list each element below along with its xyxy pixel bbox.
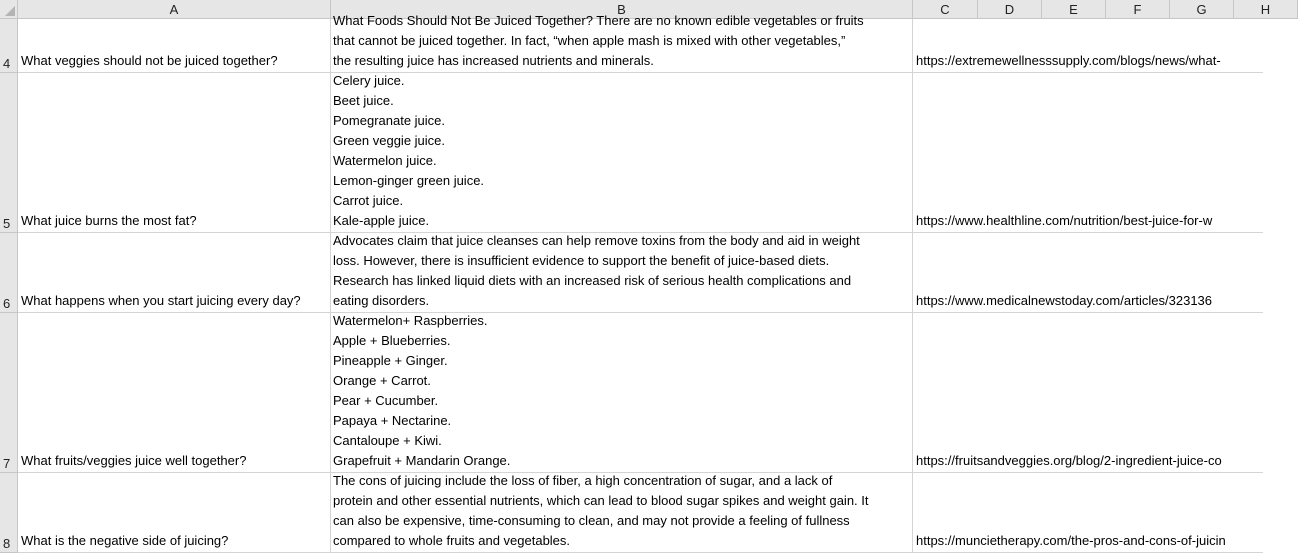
answer-line: eating disorders. <box>333 293 430 308</box>
row-header[interactable] <box>0 19 18 73</box>
answer-line: protein and other essential nutrients, which can lead to blood sugar spikes and weight gain. It <box>333 493 869 508</box>
select-all-corner[interactable] <box>0 0 18 19</box>
column-header-e[interactable]: E <box>1042 0 1106 19</box>
row-number: 6 <box>3 296 11 311</box>
cell-question[interactable] <box>18 313 331 473</box>
cell-answer[interactable] <box>331 73 913 233</box>
cell-source-url[interactable] <box>913 19 1263 73</box>
answer-line: Pear + Cucumber. <box>333 393 439 408</box>
answer-line: The cons of juicing include the loss of fiber, a high concentration of sugar, and a lack of <box>333 473 833 488</box>
cell-question[interactable] <box>18 73 331 233</box>
cell-source-url[interactable] <box>913 73 1263 233</box>
answer-line: Lemon-ginger green juice. <box>333 173 485 188</box>
column-gridline <box>1041 19 1042 555</box>
answer-line: Apple + Blueberries. <box>333 333 451 348</box>
cell-source-url[interactable] <box>913 473 1263 553</box>
row-header[interactable] <box>0 313 18 473</box>
answer-line: Cantaloupe + Kiwi. <box>333 433 442 448</box>
answer-line: loss. However, there is insufficient evidence to support the benefit of juice-based diets. <box>333 253 830 268</box>
row-number: 7 <box>3 456 11 471</box>
column-gridline <box>1105 19 1106 555</box>
answer-line: Watermelon juice. <box>333 153 437 168</box>
cell-source-url[interactable] <box>913 313 1263 473</box>
cell-answer[interactable] <box>331 313 913 473</box>
column-header-c[interactable]: C <box>913 0 978 19</box>
column-header-d[interactable]: D <box>978 0 1042 19</box>
cell-source-url[interactable] <box>913 233 1263 313</box>
answer-line: compared to whole fruits and vegetables. <box>333 533 571 548</box>
question-text: What is the negative side of juicing? <box>21 533 229 548</box>
select-all-triangle-icon <box>5 6 15 16</box>
answer-line: can also be expensive, time-consuming to clean, and may not provide a feeling of fullness <box>333 513 850 528</box>
source-url-text: https://muncietherapy.com/the-pros-and-cons-of-juicin <box>916 533 1226 548</box>
row-header[interactable] <box>0 73 18 233</box>
answer-line: Pomegranate juice. <box>333 113 446 128</box>
answer-text <box>333 11 910 71</box>
cell-question[interactable] <box>18 473 331 553</box>
question-text: What juice burns the most fat? <box>21 213 197 228</box>
answer-line: the resulting juice has increased nutrients and minerals. <box>333 53 654 68</box>
question-text: What veggies should not be juiced together? <box>21 53 278 68</box>
answer-line: Papaya + Nectarine. <box>333 413 452 428</box>
source-url-text: https://www.medicalnewstoday.com/articles/323136 <box>916 293 1213 308</box>
answer-line: Beet juice. <box>333 93 394 108</box>
answer-line: Advocates claim that juice cleanses can help remove toxins from the body and aid in weight <box>333 233 860 248</box>
answer-line: Celery juice. <box>333 73 405 88</box>
source-url-text: https://www.healthline.com/nutrition/best-juice-for-w <box>916 213 1213 228</box>
answer-line: Orange + Carrot. <box>333 373 431 388</box>
answer-line: Watermelon+ Raspberries. <box>333 313 488 328</box>
answer-line: that cannot be juiced together. In fact, “when apple mash is mixed with other vegetables,” <box>333 33 846 48</box>
cell-question[interactable] <box>18 19 331 73</box>
column-gridline <box>1169 19 1170 555</box>
source-url-text: https://fruitsandveggies.org/blog/2-ingredient-juice-co <box>916 453 1222 468</box>
column-header-g[interactable]: G <box>1170 0 1234 19</box>
column-header-a[interactable]: A <box>18 0 331 19</box>
cell-question[interactable] <box>18 233 331 313</box>
row-header[interactable] <box>0 473 18 553</box>
answer-line: Pineapple + Ginger. <box>333 353 448 368</box>
row-header[interactable] <box>0 233 18 313</box>
answer-line: Carrot juice. <box>333 193 404 208</box>
column-gridline <box>977 19 978 555</box>
column-gridline <box>1233 19 1234 555</box>
row-number: 8 <box>3 536 11 551</box>
cell-answer[interactable] <box>331 233 913 313</box>
answer-line: Kale-apple juice. <box>333 213 430 228</box>
column-header-h[interactable]: H <box>1234 0 1298 19</box>
answer-line: Grapefruit + Mandarin Orange. <box>333 453 511 468</box>
source-url-text: https://extremewellnesssupply.com/blogs/news/what- <box>916 53 1221 68</box>
answer-line: What Foods Should Not Be Juiced Together? There are no known edible vegetables or fruits <box>333 13 864 28</box>
cell-answer[interactable] <box>331 473 913 553</box>
answer-text <box>333 231 910 311</box>
answer-text <box>333 311 910 471</box>
answer-text <box>333 71 910 231</box>
column-header-f[interactable]: F <box>1106 0 1170 19</box>
question-text: What fruits/veggies juice well together? <box>21 453 247 468</box>
row-number: 5 <box>3 216 11 231</box>
column-header-b[interactable]: B <box>331 0 913 19</box>
answer-line: Research has linked liquid diets with an increased risk of serious health complications and <box>333 273 852 288</box>
answer-text <box>333 471 910 551</box>
question-text: What happens when you start juicing every day? <box>21 293 301 308</box>
row-number: 4 <box>3 56 11 71</box>
answer-line: Green veggie juice. <box>333 133 446 148</box>
cell-answer[interactable] <box>331 13 913 73</box>
